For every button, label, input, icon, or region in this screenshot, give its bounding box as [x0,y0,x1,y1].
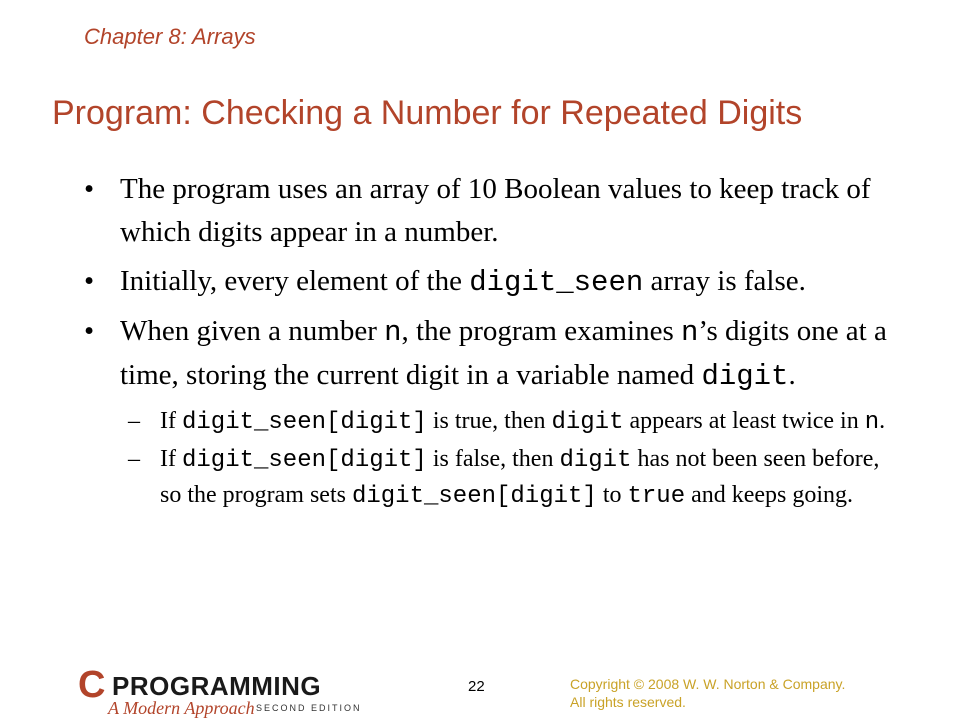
sub-1-text-mid: is true, then [426,408,552,434]
sub-1-text-mid2: appears at least twice in [623,408,865,434]
slide-content [80,168,900,516]
book-logo [78,666,368,716]
sub-1-text-end: . [879,408,886,434]
code-digit: digit [551,409,624,436]
bullet-1 [80,168,900,254]
copyright-line-1: Copyright © 2008 W. W. Norton & Company. [570,676,846,692]
sub-bullet-2 [80,442,900,514]
bullet-3-text-mid2: ’s digits one at a time, storing the current digit in a variable named [120,315,887,391]
logo-programming: PROGRAMMING [112,671,322,701]
bullet-icon: • [84,265,95,297]
code-n: n [864,409,880,436]
copyright [570,675,910,711]
slide-title: Program: Checking a Number for Repeated Digits [52,94,803,132]
code-digit-seen-digit: digit_seen[digit] [351,483,597,510]
code-digit-seen: digit_seen [469,266,644,299]
code-digit-seen-digit: digit_seen[digit] [181,447,427,474]
code-n: n [384,316,402,349]
dash-icon: – [128,446,140,472]
bullet-2 [80,260,900,304]
code-true: true [627,483,686,510]
bullet-2-text-post: array is false. [643,265,806,297]
code-digit-seen-digit: digit_seen[digit] [181,409,427,436]
copyright-line-2: All rights reserved. [570,694,686,710]
sub-2-text-mid2: has not been seen before, so the program sets [160,446,880,508]
logo-edition: SECOND EDITION [256,703,362,713]
chapter-label: Chapter 8: Arrays [84,24,256,49]
sub-1-text-pre: If [160,408,182,434]
sub-2-text-pre: If [160,446,182,472]
sub-bullet-1 [80,404,900,440]
bullet-3 [80,310,900,398]
code-n: n [680,316,699,349]
bullet-icon: • [84,315,95,347]
bullet-icon: • [84,173,95,205]
bullet-3-text-end: . [788,359,796,391]
bullet-1-text: The program uses an array of 10 Boolean values to keep track of which digits appear in a number. [120,173,871,248]
sub-2-text-end: and keeps going. [685,482,854,508]
page-number: 22 [468,678,485,695]
code-digit: digit [559,447,632,474]
dash-icon: – [128,408,140,434]
sub-2-text-mid: is false, then [426,446,560,472]
logo-subtitle: A Modern Approach [108,698,255,718]
code-digit: digit [701,360,789,393]
sub-2-text-mid3: to [596,482,628,508]
logo-c-icon: C [78,664,106,706]
bullet-3-text-pre: When given a number [120,315,385,347]
bullet-3-text-mid: , the program examines [401,315,681,347]
bullet-2-text-pre: Initially, every element of the [120,265,470,297]
